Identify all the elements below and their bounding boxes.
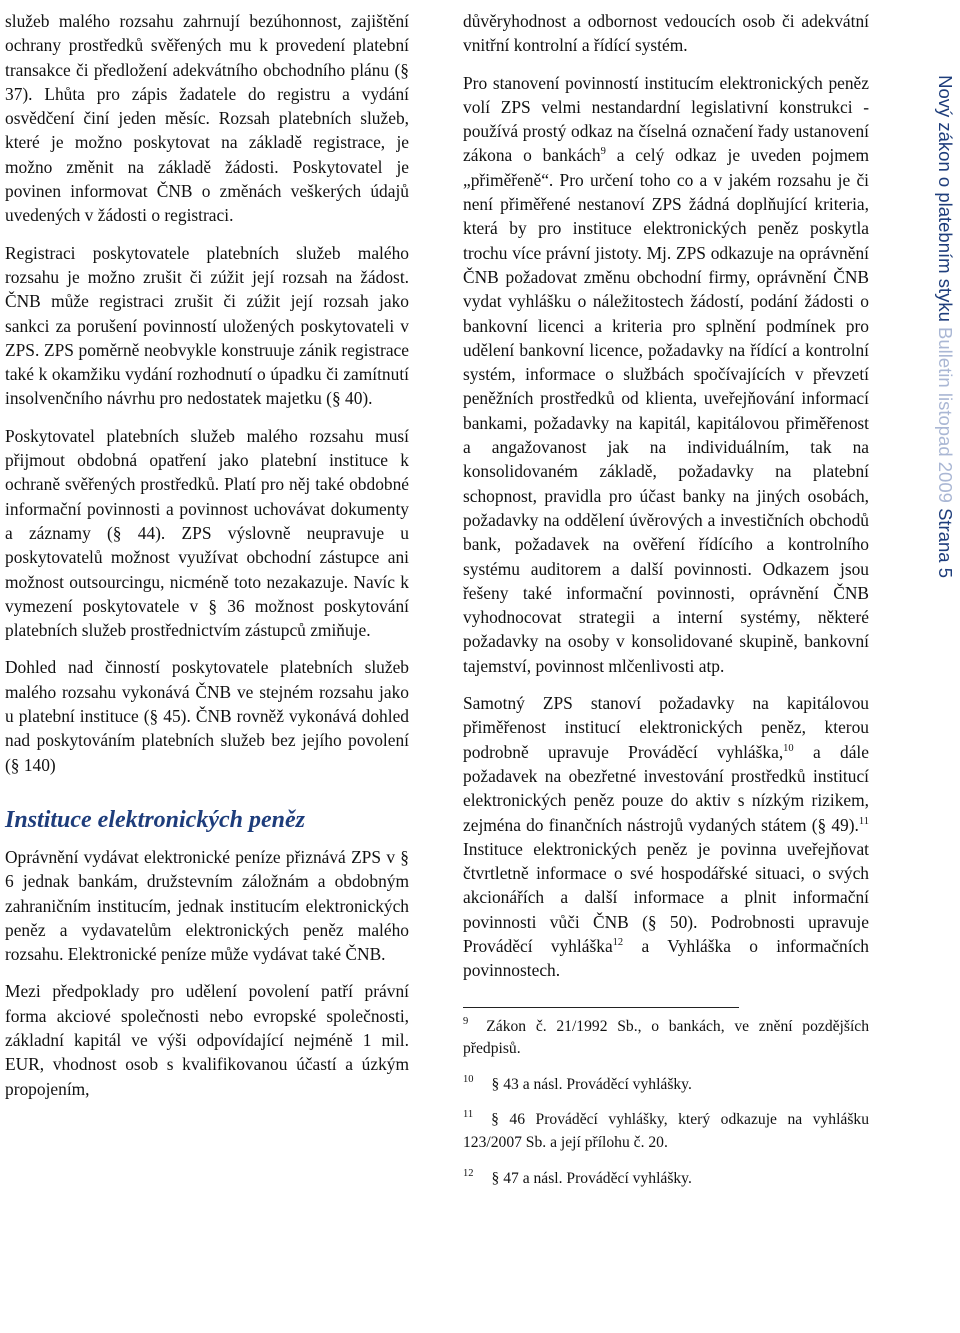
paragraph xyxy=(463,71,869,678)
footnote-number: 10 xyxy=(463,1073,474,1085)
paragraph: služeb malého rozsahu zahrnují bezúhonnost, zajištění ochrany prostředků svěřených mu k provedení platební transakce či předložení adekvátního obchodního plánu (§ 37). Lhůta pro zápis žadatele do registru a vydání osvědčení činí jeden měsíc. Rozsah platebních služeb, které je možno poskytovat na základě registrace, je možno změnit na základě žádosti. Poskytovatel je povinen informovat ČNB o změnách veškerých údajů uvedených v žádosti o registraci. xyxy=(5,11,409,226)
footnote-ref: 12 xyxy=(612,936,624,948)
footnote xyxy=(463,1074,869,1097)
footnotes xyxy=(463,1016,869,1191)
paragraph: Poskytovatel platebních služeb malého rozsahu musí přijmout obdobná opatření jako platební instituce k ochraně svěřených prostředků. Platí pro něj také obdobné informační povinnosti a povinnost uchovávat dokumenty a záznamy (§ 44). ZPS výslovně neupravuje u poskytovatelů možnost využívat obchodní zástupce ani možnost outsourcingu, nicméně toto nezakazuje. Navíc k vymezení poskytovatele v § 36 možnost poskytování platebních služeb prostřednictvím zástupců zmiňuje. xyxy=(5,425,409,641)
footnote xyxy=(463,1016,869,1061)
paragraph-text: Pro stanovení povinností institucím elektronických peněz volí ZPS velmi nestandardní legislativní konstrukci - používá prostý odkaz na číselná označení řady ustanovení zákona o bankách xyxy=(463,72,869,166)
running-header-text xyxy=(930,3,960,578)
paragraph-text: a Vyhláška o informačních povinnostech. xyxy=(463,935,869,981)
footnote-text: § 46 Prováděcí vyhlášky, který odkazuje na vyhlášku 123/2007 Sb. a její přílohu č. 20. xyxy=(463,1111,869,1151)
section-heading: Instituce elektronických peněz xyxy=(5,806,305,833)
footnote-text: § 43 a násl. Prováděcí vyhlášky. xyxy=(491,1075,692,1093)
paragraph: Dohled nad činností poskytovatele platebních služeb malého rozsahu vykonává ČNB ve stejném rozsahu jako u platební instituce (§ 45). ČNB rovněž vykonává dohled nad poskytováním platebních služeb bez jejího povolení (§ 140) xyxy=(5,657,409,775)
footnote-ref: 10 xyxy=(783,742,794,754)
paragraph: Registraci poskytovatele platebních služeb malého rozsahu je možno zrušit či zúžit její rozsah na žádost. ČNB může registraci zrušit či zúžit její rozsah jako sankci za porušení povinností uložených poskytovateli v ZPS. ZPS poměrně neobvykle konstruuje zánik registrace také k okamžiku vydání rozhodnutí o úpadku či zamítnutí insolvenčního návrhu pro nedostatek majetku (§ 40). xyxy=(5,242,409,409)
paragraph-text: Samotný ZPS stanoví požadavky na kapitálovou přiměřenost institucí elektronických peněz, kterou podrobně upravuje Prováděcí vyhláška, xyxy=(463,693,869,762)
paragraph: Oprávnění vydávat elektronické peníze přiznává ZPS v § 6 jednak bankám, družstevním záložnám a obdobným zahraničním institucím, jednak institucím elektronických peněz a vydavatelům elektronických peněz malého rozsahu. Elektronické peníze může vydávat také ČNB. xyxy=(5,846,409,965)
left-column xyxy=(5,9,409,1114)
issue-label: Bulletin listopad 2009 xyxy=(935,327,956,509)
paragraph: důvěryhodnost a odbornost vedoucích osob či adekvátní vnitřní kontrolní a řídící systém. xyxy=(463,11,869,56)
footnote-divider xyxy=(463,1007,739,1008)
paragraph-text: a dále požadavek na obezřetné investování prostředků institucí elektronických peněz pouze do aktiv s nízkým rizikem, zejména do finančních nástrojů vydaných státem (§ 49). xyxy=(463,741,869,835)
paragraph-text: a celý odkaz je uveden pojmem „přiměřeně“. Pro určení toho co a v jakém rozsahu je či není přiměřené nestanoví ZPS žádná doplňující kriteria, která by pro instituce elektronických peněz poskytla trochu více právní jistoty. Mj. ZPS odkazuje na oprávnění ČNB požadovat změnu obchodní firmy, oprávnění ČNB vydat vyhlášku o náležitostech žádostí, podání žádosti o bankovní licenci a kriteria pro splnění podmínek pro udělení bankovní licence, požadavky na řídící a kontrolní systém, informace o službách spočívajících v převzetí peněžních prostředků od klienta, uveřejňování informací bankami, požadavky na kapitál, kapitálovou přiměřenost a angažovanost jak na individuálním, tak na konsolidovaném základě, požadavky na platební schopnost, pravidla pro účast banky na jiných osobách, požadavky na oddělení úvěrových a investičních obchodů bank, požadavek na ověření řídícího a kontrolního systému auditorem a další povinnosti. Odkazem jsou řešeny také informační povinnosti, oprávnění ČNB vyhodnocovat strategii a interní systémy, některé požadavky na osoby v konsolidované skupině, bankovní tajemství, povinnost mlčenlivosti atp. xyxy=(463,145,869,676)
footnote-number: 9 xyxy=(463,1015,469,1027)
footnote-text: Zákon č. 21/1992 Sb., o bankách, ve znění pozdějších předpisů. xyxy=(463,1017,869,1058)
footnote-number: 11 xyxy=(463,1109,474,1121)
right-column xyxy=(463,9,869,1203)
publication-title: Nový zákon o platebním styku xyxy=(935,75,956,328)
page-number: Strana 5 xyxy=(935,508,956,578)
paragraph xyxy=(463,691,869,983)
running-header-vertical xyxy=(930,3,960,578)
footnote-ref: 9 xyxy=(600,146,606,158)
footnote-text: § 47 a násl. Prováděcí vyhlášky. xyxy=(491,1169,692,1187)
footnote-number: 12 xyxy=(463,1167,474,1179)
footnote xyxy=(463,1109,869,1154)
footnote-ref: 11 xyxy=(858,815,869,827)
footnote xyxy=(463,1168,869,1191)
paragraph-text: Instituce elektronických peněz je povinna uveřejňovat čtvrtletně informace o své hospodářské situaci, o svých akcionářích a další informace a plnit informační povinnosti vůči ČNB (§ 50). Podrobnosti upravuje Prováděcí vyhláška xyxy=(463,838,869,956)
paragraph: Mezi předpoklady pro udělení povolení patří právní forma akciové společnosti nebo evropské společnosti, základní kapitál ve výši odpovídající nejméně 1 mil. EUR, vhodnost osob s kvalifikovanou účastí a úzkým propojením, xyxy=(5,981,409,1099)
